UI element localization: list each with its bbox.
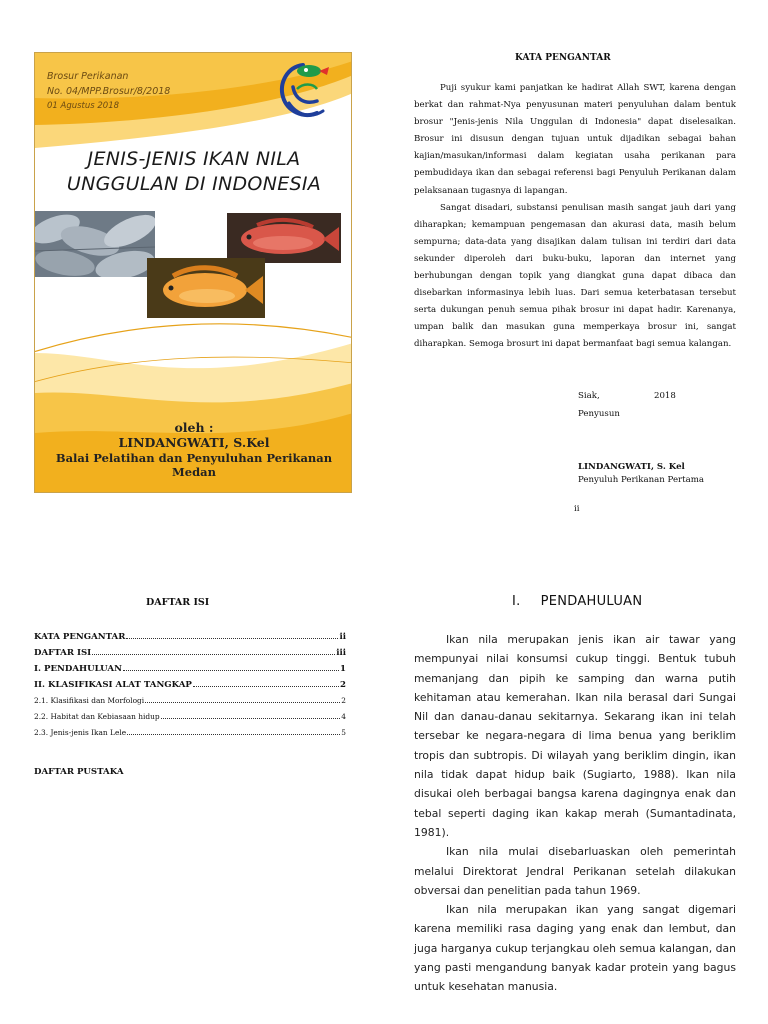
toc-row[interactable] xyxy=(34,664,346,680)
cover-title-line1: JENIS-JENIS IKAN NILA xyxy=(87,148,301,170)
cover-author: LINDANGWATI, S.Kel xyxy=(118,435,270,450)
daftar-pustaka-heading: DAFTAR PUSTAKA xyxy=(34,767,124,777)
pendahuluan-heading xyxy=(512,594,642,609)
toc-leader xyxy=(161,718,341,719)
toc-row[interactable] xyxy=(34,728,346,744)
toc-page: 5 xyxy=(341,728,346,737)
toc-leader xyxy=(123,670,339,671)
signature-role: Penyusun xyxy=(578,409,620,419)
toc-row[interactable] xyxy=(34,696,346,712)
signature-year: 2018 xyxy=(654,391,676,401)
kata-pengantar-title: KATA PENGANTAR xyxy=(515,53,611,63)
toc-page: 2 xyxy=(341,696,346,705)
photo-red-tilapia xyxy=(227,213,341,263)
cover-title xyxy=(35,147,352,197)
toc-label: II. KLASIFIKASI ALAT TANGKAP xyxy=(34,680,192,690)
toc-leader xyxy=(145,702,340,703)
photo-orange-tilapia xyxy=(147,258,265,318)
toc-leader xyxy=(127,734,340,735)
toc-label: DAFTAR ISI xyxy=(34,648,92,658)
page-number: ii xyxy=(574,504,580,514)
kata-pengantar-paragraph-1: Puji syukur kami panjatkan ke hadirat Allah SWT, karena dengan berkat dan rahmat-Nya penyusunan materi penyuluhan dalam bentuk brosur "Jenis-jenis Nila Unggulan di Indonesia" dapat diselesaikan. Brosur ini disusun dengan tujuan untuk dijadikan sebagai bahan kajian/masukan/informasi dalam kegiatan usaha perikanan para pembudidaya ikan dan sebagai referensi bagi Penyuluh Perikanan dalam pelaksanaan tugasnya di lapangan. xyxy=(414,83,736,196)
signature-position: Penyuluh Perikanan Pertama xyxy=(578,475,704,485)
toc-row[interactable] xyxy=(34,632,346,648)
brochure-date: 01 Agustus 2018 xyxy=(47,101,120,111)
toc-row[interactable] xyxy=(34,712,346,728)
toc-row[interactable] xyxy=(34,680,346,696)
toc-leader xyxy=(193,686,339,687)
table-of-contents xyxy=(34,632,346,744)
toc-page: 2 xyxy=(340,680,346,690)
signature-place: Siak, xyxy=(578,391,600,401)
toc-label: 2.3. Jenis-jenis Ikan Lele xyxy=(34,728,127,737)
toc-page: 1 xyxy=(340,664,346,674)
pendahuluan-paragraph-1: Ikan nila merupakan jenis ikan air tawar yang mempunyai nilai konsumsi cukup tinggi. Bentuk tubuh memanjang dan pipih ke samping dan warna putih kehitaman atau kemerahan. Ikan nila berasal dari Sungai Nil dan danau-danau sekitarnya. Sekarang ikan ini telah tersebar ke negara-negara di lima benua yang beriklim tropis dan subtropis. Di wilayah yang beriklim dingin, ikan nila tidak dapat hidup baik (Sugiarto, 1988). Ikan nila disukai oleh berbagai bangsa karena dagingnya enak dan tebal seperti daging ikan kakap merah (Sumantadinata, 1981). xyxy=(414,633,736,839)
toc-label: 2.2. Habitat dan Kebiasaan hidup xyxy=(34,712,160,721)
kata-pengantar-paragraph-2: Sangat disadari, substansi penulisan masih sangat jauh dari yang diharapkan; kemampuan pengemasan dan akurasi data, masih belum sempurna; data-data yang disajikan dalam tulisan ini terdiri dari data sekunder diperoleh dari buku-buku, laporan dan internet yang berhubungan dengan topik yang diangkat guna dapat dibaca dan disebarkan informasinya lebih luas. Dari semua keterbatasan tersebut serta dukungan penuh semua pihak brosur ini dapat hadir. Karenanya, umpan balik dan masukan guna memperkaya brosur ini, sangat diharapkan. Semoga brosurt ini dapat bermanfaat bagi semua kalangan. xyxy=(414,202,736,350)
toc-row[interactable] xyxy=(34,648,346,664)
daftar-isi-title: DAFTAR ISI xyxy=(146,597,210,608)
brochure-number: No. 04/MPP.Brosur/8/2018 xyxy=(47,86,171,97)
brochure-series: Brosur Perikanan xyxy=(47,71,129,82)
signature-name: LINDANGWATI, S. Kel xyxy=(578,462,685,472)
toc-label: I. PENDAHULUAN xyxy=(34,664,122,674)
pendahuluan-paragraph-2: Ikan nila mulai disebarluaskan oleh pemerintah melalui Direktorat Jendral Perikanan setelah dilakukan obversai dan penelitian pada tahun 1969. xyxy=(414,845,736,897)
pendahuluan-paragraph-3: Ikan nila merupakan ikan yang sangat digemari karena memiliki rasa daging yang enak dan lembut, dan juga harganya cukup terjangkau oleh semua kalangan, dan yang pasti mengandung banyak kadar protein yang bagus untuk kesehatan manusia. xyxy=(414,903,736,994)
toc-page: iii xyxy=(336,648,346,658)
cover-title-line2: UNGGULAN DI INDONESIA xyxy=(66,173,322,195)
photo-grey-tilapia xyxy=(35,211,155,277)
cover-by-label: oleh : xyxy=(174,420,214,435)
toc-label: 2.1. Klasifikasi dan Morfologi xyxy=(34,696,145,705)
ministry-logo-icon xyxy=(273,57,335,127)
toc-label: KATA PENGANTAR xyxy=(34,632,126,642)
pendahuluan-body xyxy=(414,630,736,997)
toc-leader xyxy=(92,654,335,655)
chapter-number: I. xyxy=(512,594,521,609)
toc-leader xyxy=(126,638,338,639)
cover-institution: Balai Pelatihan dan Penyuluhan Perikanan Medan xyxy=(55,451,333,479)
chapter-title: PENDAHULUAN xyxy=(540,594,643,609)
brochure-cover xyxy=(34,52,352,493)
brochure-info xyxy=(47,69,170,114)
toc-page: ii xyxy=(339,632,346,642)
kata-pengantar-body xyxy=(414,80,736,354)
toc-page: 4 xyxy=(341,712,346,721)
